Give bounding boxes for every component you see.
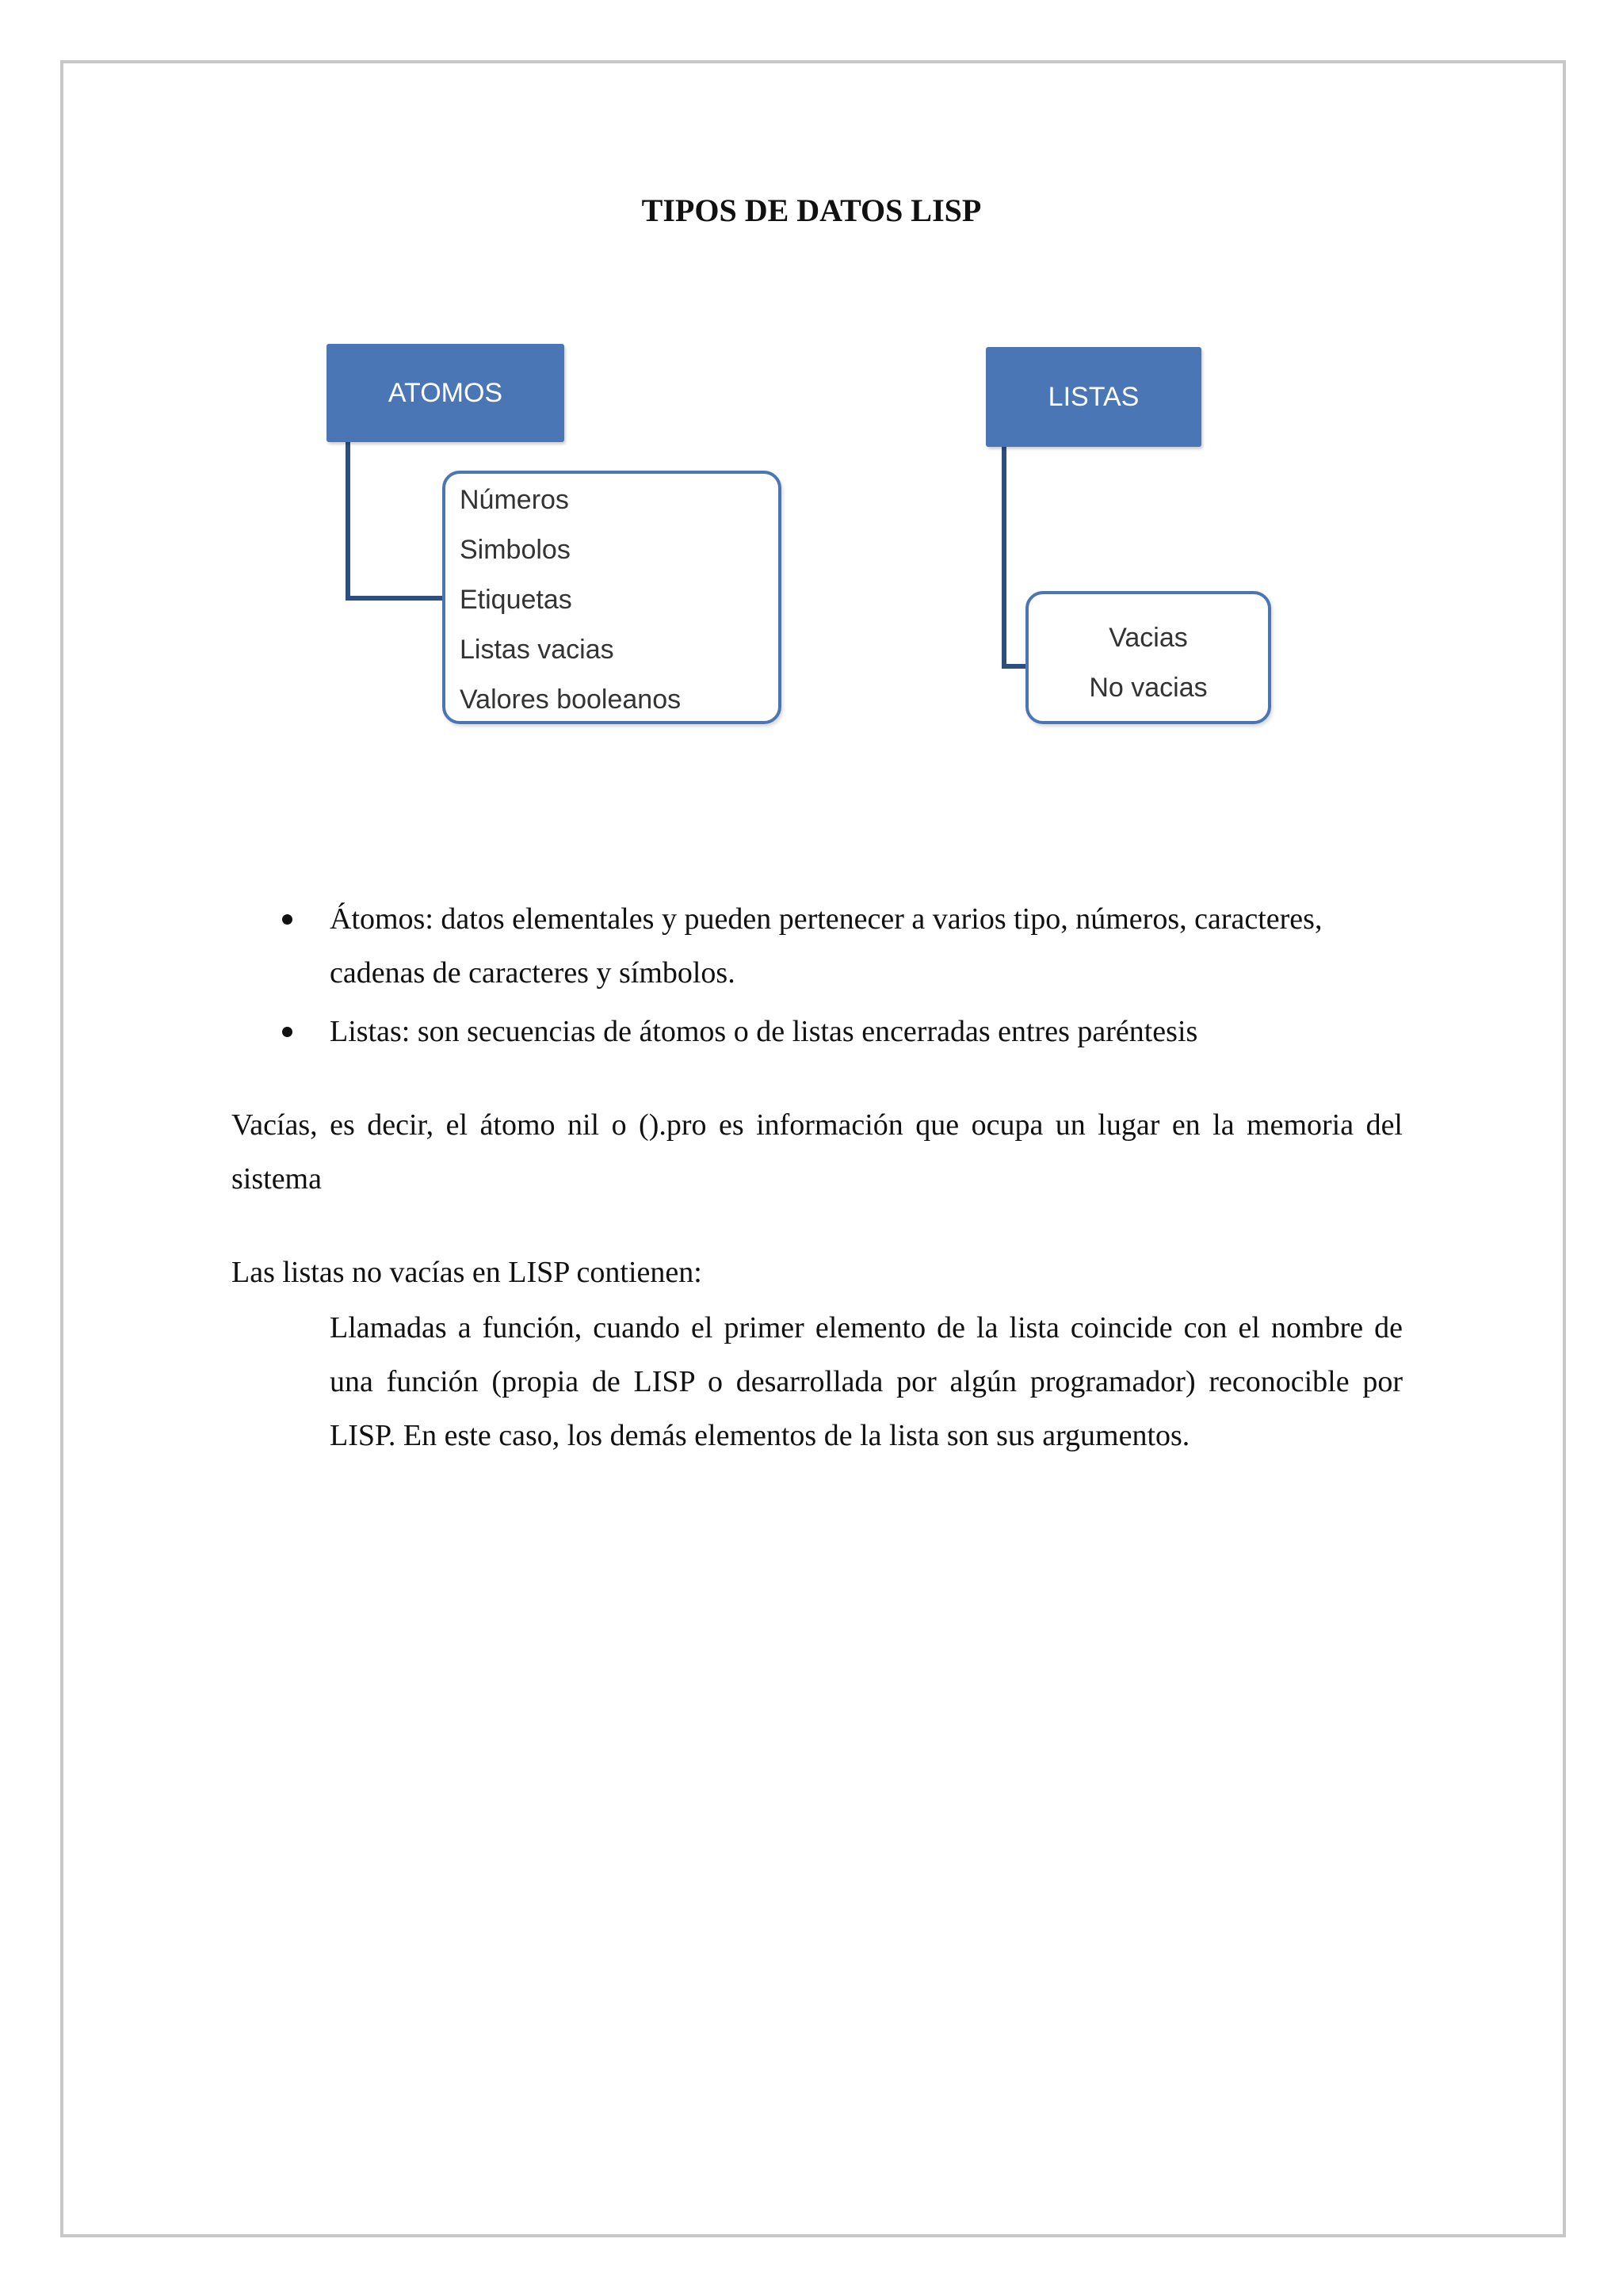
atomos-item: Números <box>460 485 569 515</box>
atomos-items-box <box>442 471 781 724</box>
listas-header-label: LISTAS <box>1048 381 1140 412</box>
bullet-text-atomos: Átomos: datos elementales y pueden pertenecer a varios tipo, números, caracteres, cadenas de caracteres y símbolos. <box>330 902 1323 990</box>
atomos-connector-vertical <box>346 442 350 601</box>
listas-connector-vertical <box>1002 447 1006 669</box>
bullet-text-listas: Listas: son secuencias de átomos o de listas encerradas entres paréntesis <box>330 1015 1198 1048</box>
atomos-item: Listas vacias <box>460 635 614 665</box>
listas-item: No vacias <box>1089 673 1208 703</box>
bullet-list <box>277 892 1403 1063</box>
paragraph-vacias: Vacías, es decir, el átomo nil o ().pro es información que ocupa un lugar en la memoria del sistema <box>231 1108 1403 1196</box>
atomos-connector-horizontal <box>346 596 444 601</box>
atomos-header-label: ATOMOS <box>388 377 503 408</box>
list-item <box>277 892 1403 1000</box>
atomos-header-box <box>327 344 564 442</box>
paragraph-llamadas: Llamadas a función, cuando el primer elemento de la lista coincide con el nombre de una función (propia de LISP o desarrollada por algún programador) reconocible por LISP. En este caso, los demás elementos de la lista son sus argumentos. <box>330 1311 1403 1452</box>
list-item <box>277 1005 1403 1058</box>
listas-header-box <box>986 347 1201 447</box>
atomos-item: Simbolos <box>460 535 571 565</box>
document-title: TIPOS DE DATOS LISP <box>641 193 982 228</box>
atomos-item: Etiquetas <box>460 585 572 615</box>
bullet-icon <box>282 914 292 925</box>
listas-item: Vacias <box>1109 623 1188 653</box>
paragraph-no-vacias-intro: Las listas no vacías en LISP contienen: <box>231 1256 702 1289</box>
bullet-icon <box>282 1027 292 1037</box>
listas-connector-horizontal <box>1002 664 1029 669</box>
atomos-item: Valores booleanos <box>460 685 682 715</box>
listas-items-box <box>1025 591 1271 724</box>
